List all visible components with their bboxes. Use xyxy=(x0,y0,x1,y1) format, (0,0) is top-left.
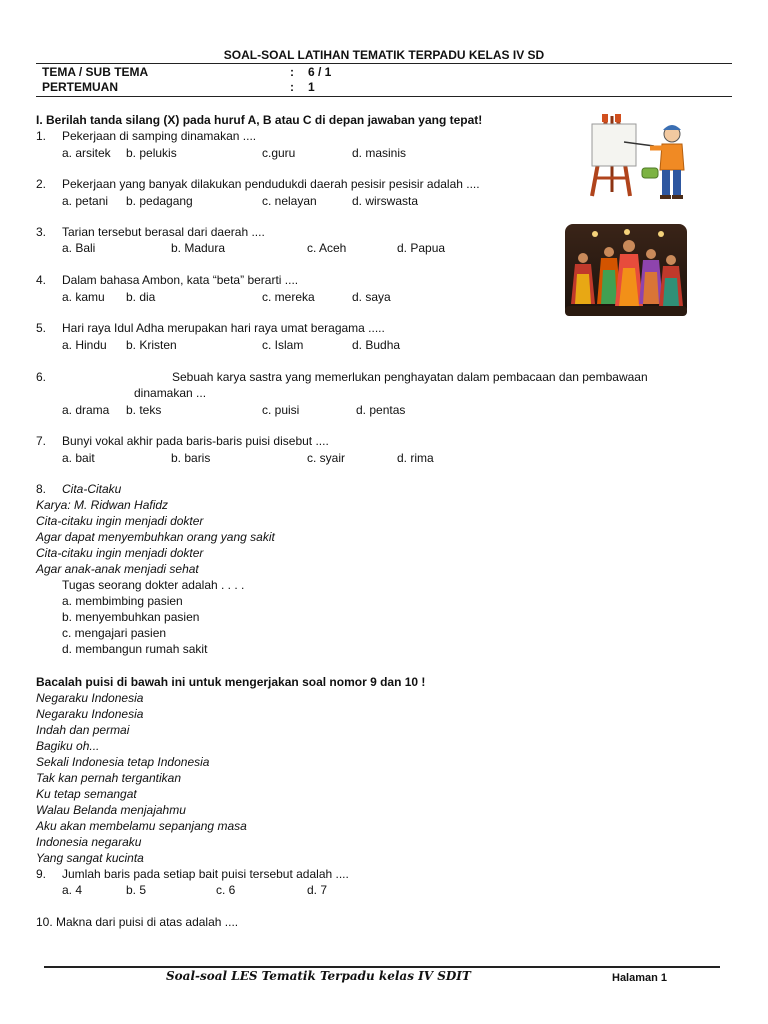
question-3-text: Tarian tersebut berasal dari daerah .... xyxy=(62,225,265,239)
question-8-poem-author: Karya: M. Ridwan Hafidz xyxy=(36,498,169,512)
meeting-colon: : xyxy=(290,80,294,94)
stage-floor xyxy=(565,306,687,316)
question-7-option-c: c. syair xyxy=(307,451,346,465)
question-1-number: 1. xyxy=(36,129,47,143)
poem-line: Bagiku oh... xyxy=(36,739,100,753)
question-8-text: Tugas seorang dokter adalah . . . . xyxy=(62,578,245,592)
question-1-text: Pekerjaan di samping dinamakan .... xyxy=(62,129,257,143)
question-9-option-c: c. 6 xyxy=(216,883,236,897)
page-number: Halaman 1 xyxy=(612,972,668,984)
stage-light xyxy=(592,231,598,237)
question-8-poem-line: Cita-citaku ingin menjadi dokter xyxy=(36,514,204,528)
question-5-option-a: a. Hindu xyxy=(62,338,107,352)
question-2-option-d: d. wirswasta xyxy=(352,194,419,208)
footer-rule xyxy=(44,966,720,968)
question-3-option-a: a. Bali xyxy=(62,241,96,255)
question-5-option-d: d. Budha xyxy=(352,338,401,352)
poem-instruction: Bacalah puisi di bawah ini untuk mengerjakan soal nomor 9 dan 10 ! xyxy=(36,675,426,689)
poem-line: Negaraku Indonesia xyxy=(36,691,144,705)
question-8-poem-title: Cita-Citaku xyxy=(62,482,122,496)
painter-leg xyxy=(662,170,670,196)
stage-light xyxy=(658,231,664,237)
question-4-option-a: a. kamu xyxy=(62,290,105,304)
question-6-option-a: a. drama xyxy=(62,403,110,417)
canvas xyxy=(592,124,636,166)
question-7-number: 7. xyxy=(36,434,47,448)
question-9-option-b: b. 5 xyxy=(126,883,147,897)
question-3-option-b: b. Madura xyxy=(171,241,226,255)
theme-value: 6 / 1 xyxy=(308,65,332,79)
question-3-number: 3. xyxy=(36,225,47,239)
question-4-option-d: d. saya xyxy=(352,290,391,304)
page-title: SOAL-SOAL LATIHAN TEMATIK TERPADU KELAS IV SD xyxy=(223,48,545,62)
theme-colon: : xyxy=(290,65,294,79)
question-5-option-c: c. Islam xyxy=(262,338,304,352)
question-1-option-d: d. masinis xyxy=(352,146,407,160)
question-9-text: Jumlah baris pada setiap bait puisi tersebut adalah .... xyxy=(62,867,349,881)
poem-line: Walau Belanda menjajahmu xyxy=(36,803,186,817)
question-3-option-d: d. Papua xyxy=(397,241,446,255)
painter-shoe xyxy=(672,195,683,199)
header-bottom-rule xyxy=(36,96,732,97)
question-7-option-d: d. rima xyxy=(397,451,434,465)
question-6-number: 6. xyxy=(36,370,47,384)
poem-line: Aku akan membelamu sepanjang masa xyxy=(36,819,247,833)
question-8-option-b: b. menyembuhkan pasien xyxy=(62,610,200,624)
question-9-number: 9. xyxy=(36,867,47,881)
question-6-option-d: d. pentas xyxy=(356,403,406,417)
question-8-number: 8. xyxy=(36,482,47,496)
question-4-option-c: c. mereka xyxy=(262,290,315,304)
poem-line: Negaraku Indonesia xyxy=(36,707,144,721)
poem-line: Sekali Indonesia tetap Indonesia xyxy=(36,755,210,769)
question-8-poem-line: Agar dapat menyembuhkan orang yang sakit xyxy=(36,530,275,544)
question-3-option-c: c. Aceh xyxy=(307,241,347,255)
question-7-text: Bunyi vokal akhir pada baris-baris puisi disebut .... xyxy=(62,434,329,448)
footer-text: Soal-soal LES Tematik Terpadu kelas IV SDIT xyxy=(166,969,471,983)
dance-photo xyxy=(565,224,687,316)
poem-line: Indonesia negaraku xyxy=(36,835,142,849)
question-5-text: Hari raya Idul Adha merupakan hari raya umat beragama ..... xyxy=(62,321,385,335)
question-9-option-a: a. 4 xyxy=(62,883,83,897)
question-6-option-b: b. teks xyxy=(126,403,162,417)
header-top-rule xyxy=(36,63,732,64)
meeting-label: PERTEMUAN xyxy=(42,80,119,94)
instruction-text: I. Berilah tanda silang (X) pada huruf A, B atau C di depan jawaban yang tepat! xyxy=(36,113,483,127)
question-6-text: Sebuah karya sastra yang memerlukan penghayatan dalam pembacaan dan pembawaan xyxy=(172,370,648,384)
painter-shoe xyxy=(660,195,671,199)
poem-line: Yang sangat kucinta xyxy=(36,851,144,865)
question-1-option-c: c.guru xyxy=(262,146,296,160)
question-5-option-b: b. Kristen xyxy=(126,338,177,352)
question-7-option-a: a. bait xyxy=(62,451,95,465)
poem-line: Indah dan permai xyxy=(36,723,130,737)
poem-line: Ku tetap semangat xyxy=(36,787,137,801)
question-8-option-c: c. mengajari pasien xyxy=(62,626,167,640)
question-9-option-d: d. 7 xyxy=(307,883,328,897)
question-6-text-cont: dinamakan ... xyxy=(134,386,207,400)
theme-label: TEMA / SUB TEMA xyxy=(42,65,149,79)
easel-top xyxy=(615,114,621,122)
question-2-option-b: b. pedagang xyxy=(126,194,193,208)
question-4-number: 4. xyxy=(36,273,47,287)
meeting-value: 1 xyxy=(308,80,315,94)
poem-line: Tak kan pernah tergantikan xyxy=(36,771,181,785)
question-2-number: 2. xyxy=(36,177,47,191)
question-5-number: 5. xyxy=(36,321,47,335)
question-4-text: Dalam bahasa Ambon, kata “beta” berarti .... xyxy=(62,273,299,287)
stage-light xyxy=(624,229,630,235)
question-8-poem-line: Agar anak-anak menjadi sehat xyxy=(36,562,199,576)
painter-illustration xyxy=(584,112,720,202)
question-2-option-a: a. petani xyxy=(62,194,109,208)
question-8-option-d: d. membangun rumah sakit xyxy=(62,642,208,656)
question-4-option-b: b. dia xyxy=(126,290,156,304)
painter-leg xyxy=(673,170,681,196)
paint-palette xyxy=(642,168,658,178)
question-1-option-a: a. arsitek xyxy=(62,146,111,160)
easel-top xyxy=(602,114,608,122)
question-6-option-c: c. puisi xyxy=(262,403,300,417)
question-8-poem-line: Cita-citaku ingin menjadi dokter xyxy=(36,546,204,560)
question-10-text: 10. Makna dari puisi di atas adalah .... xyxy=(36,915,239,929)
question-2-option-c: c. nelayan xyxy=(262,194,317,208)
painter-beret xyxy=(663,125,681,130)
question-7-option-b: b. baris xyxy=(171,451,211,465)
question-1-option-b: b. pelukis xyxy=(126,146,177,160)
question-2-text: Pekerjaan yang banyak dilakukan pendudukdi daerah pesisir pesisir adalah .... xyxy=(62,177,480,191)
question-8-option-a: a. membimbing pasien xyxy=(62,594,183,608)
